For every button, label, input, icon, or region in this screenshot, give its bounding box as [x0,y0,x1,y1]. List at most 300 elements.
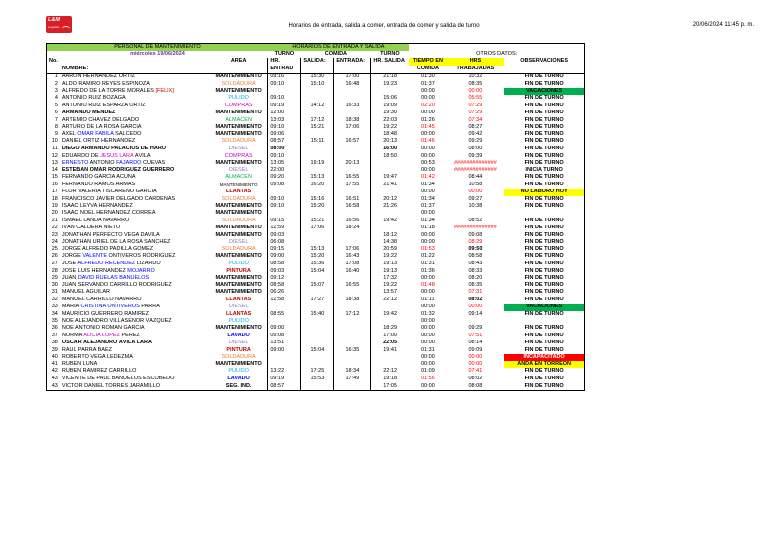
area-cell: PINTURA [226,267,251,274]
hr-salida [371,167,409,174]
row-number: 1 [47,73,60,81]
col-no: No. [47,58,60,65]
hrs-trabajadas: 09:08 [468,231,483,238]
hrs-trabajadas: 08:00 [468,145,483,152]
hr-entrada: 09:16 [268,73,301,81]
row-number: 17 [47,189,60,196]
row-number: 25 [47,246,60,253]
observaciones: FIN DE TURNO [504,124,585,131]
salida-comida: 17:27 [301,297,334,304]
entrada-comida [334,289,371,296]
hrs-trabajadas: 08:08 [447,383,504,391]
entrada-comida [334,318,371,325]
entrada-comida [334,88,371,95]
observaciones: FIN DE TURNO [504,196,585,203]
hr-salida [371,88,409,95]
employee-name-part: JONATHAN URIEL DE LA ROSA SÁNCHEZ [61,239,171,245]
employee-name-part: PARRA [139,303,160,310]
area-cell: MANTENIMIENTO [215,224,262,231]
hrs-trabajadas: 00:00 [468,361,483,367]
table-row [47,261,585,268]
tiempo-comida: 01:30 [420,73,435,80]
salida-comida [301,333,334,340]
employee-name-part: NORMA [61,332,84,339]
entrada-comida [334,361,371,368]
employee-name [60,167,210,174]
hrs-trabajadas: 09:09 [468,346,483,353]
salida-comida: 15:04 [301,347,334,354]
table-row [47,189,585,196]
comida-label: COMIDA [324,51,348,57]
entrada-comida: 16:51 [334,196,371,203]
area-cell: MANTENIMIENTO [219,181,258,187]
hr-salida [371,160,409,167]
row-number: 26 [47,253,60,260]
salida-comida: 16:20 [301,182,334,189]
hr-entrada: 09:08 [268,182,301,189]
hr-salida: 19:41 [371,347,409,354]
salida-comida [301,232,334,239]
tiempo-comida: 01:26 [420,116,435,123]
employee-name-part: RAÚL PARRA BÁEZ [61,346,113,353]
hrs-trabajadas: 10:32 [468,73,483,80]
hr-salida: 19:23 [371,81,409,88]
hrs-trabajadas: 00:00 [468,188,483,195]
employee-name-part: VICENTE DE PAÚL BAÑUELOS ESCOBEDO [61,375,175,382]
area-cell: SOLDADURA [221,217,256,224]
observaciones: INCAPACITADO [504,354,585,361]
hr-salida [371,189,409,196]
row-number: 21 [47,218,60,225]
table-row [47,73,585,81]
area-cell: SEG. IND. [210,383,268,391]
employee-name [60,110,210,117]
row-number: 30 [47,282,60,289]
employee-name [60,275,210,282]
area-cell: PULIDO [228,318,249,324]
table-row [47,318,585,325]
hr-salida: 13:57 [371,289,409,296]
salida-comida [301,275,334,282]
employee-name [60,246,210,253]
employee-name-part: DIEGO ARMANDO PALACIOS DE HARO [61,145,167,152]
salida-comida [301,383,334,391]
area-cell: LLANTAS [225,188,252,195]
row-number: 23 [47,232,60,239]
hrs-trabajadas: 09:29 [468,325,483,332]
hr-salida: 17:32 [371,275,409,282]
hr-salida: 19:09 [371,103,409,110]
hrs-trabajadas: 00:00 [468,88,483,94]
salida-comida [301,318,334,325]
table-row [47,246,585,253]
table-row [47,297,585,304]
observaciones: FIN DE TURNO [504,268,585,275]
salida-comida: 15:13 [301,174,334,181]
tiempo-comida: 00:00 [420,354,435,360]
hr-salida: 19:13 [371,268,409,275]
hrs-trabajadas: 10:58 [468,181,483,188]
table-row [47,232,585,239]
salida-comida: 15:10 [301,81,334,88]
observaciones: FIN DE TURNO [504,239,585,246]
entrada-comida: 16:40 [334,268,371,275]
employee-name [60,117,210,124]
hrs-trabajadas: 09:39 [468,152,483,159]
employee-name [60,138,210,145]
hr-entrada: 12:00 [268,110,301,117]
employee-name-part: NOÉ ALEJANDRO VILLASEÑOR VÁZQUEZ [61,318,172,324]
employee-name-part: VÍCTOR DANIEL TORRES JARAMILLO [61,382,161,389]
tiempo-comida: 00:00 [420,210,435,217]
observaciones: FIN DE TURNO [504,383,585,391]
entrada-comida [334,110,371,117]
salida-comida: 15:16 [301,196,334,203]
table-row [47,138,585,145]
observaciones: VACACIONES [504,88,585,95]
area-cell: MANTENIMIENTO [215,109,262,116]
employee-name [60,289,210,296]
hr-entrada: 13:05 [268,160,301,167]
observaciones: INICIA TURNO [504,167,585,174]
employee-name-part: MOJARRO [127,267,155,274]
salida-comida [301,88,334,95]
hr-entrada: 13:51 [268,340,301,347]
hr-entrada [268,88,301,95]
employee-name-part: ISAAC LEYVA HERNÁNDEZ [61,203,133,209]
hr-salida: 19:47 [371,174,409,181]
turno-label-2: TURNO [380,51,400,57]
hr-salida: 19:22 [371,282,409,289]
employee-name-part: VALENTE [82,253,108,260]
employee-name [60,239,210,246]
hrs-trabajadas: 08:02 [468,375,483,382]
tiempo-comida: 00:00 [420,289,435,296]
salida-comida [301,304,334,311]
otros-datos-label: OTROS DATOS: [409,51,585,58]
employee-name [60,203,210,210]
employee-name-part: AXEL [61,131,78,137]
entrada-comida: 16:48 [334,81,371,88]
hr-salida: 17:05 [371,383,409,391]
table-row [47,196,585,203]
tiempo-comida: 00:00 [420,332,435,339]
row-number: 19 [47,203,60,210]
employee-name-part: ISAAC NOEL HERNÁNDEZ CORREA [61,210,156,217]
hr-entrada: 08:00 [268,146,301,153]
table-row [47,268,585,275]
salida-comida: 15:13 [301,246,334,253]
hr-entrada: 09:08 [268,333,301,340]
observaciones [504,318,585,325]
hrs-trabajadas: 09:27 [468,195,483,202]
tiempo-comida: 01:56 [420,375,435,382]
hr-entrada: 09:10 [268,203,301,210]
employee-name-part: CUEVAS [141,160,166,166]
employee-name-part: ALFREDO RECENDEZ [77,260,136,267]
row-number: 15 [47,174,60,181]
logo-subtext: Logistics [48,25,60,29]
tiempo-comida: 01:09 [420,368,435,375]
employee-name-part: RUBÉN LUNA [61,361,98,367]
row-number: 18 [47,196,60,203]
observaciones: FIN DE TURNO [504,103,585,110]
salida-comida [301,167,334,174]
employee-name [60,182,210,189]
salida-comida: 15:40 [301,311,334,318]
row-number: 22 [47,225,60,232]
employee-name-part: NOÉ ANTONIO ROMÁN GARCÍA [61,325,145,332]
hr-salida: 21:41 [371,182,409,189]
area-cell: MANTENIMIENTO [215,361,262,367]
observaciones: FIN DE TURNO [504,110,585,117]
area-cell: SOLDADURA [221,246,256,252]
entrada-comida: 17:12 [334,311,371,318]
salida-comida [301,210,334,217]
employee-name [60,333,210,340]
hr-entrada [268,189,301,196]
employee-name-part: JUAN [61,275,78,281]
area-cell: PINTURA [226,346,251,353]
hrs-trabajadas: 08:20 [468,275,483,281]
tiempo-comida: 01:45 [420,124,435,130]
table-row [47,383,585,391]
hr-entrada: 09:12 [268,275,301,282]
hrs-trabajadas: 08:44 [468,174,483,181]
row-number: 10 [47,138,60,145]
employee-name-part: FRANCISCO JAVIER DELGADO CÁRDENAS [61,195,176,202]
table-row [47,253,585,260]
section-personal: PERSONAL DE MANTENIMIENTO [47,44,268,52]
salida-comida: 17:25 [301,368,334,375]
employee-name-part: JUAN SERVANDO CARRILLO RODRÍGUEZ [61,282,172,288]
hrs-trabajadas: 08:33 [468,267,483,274]
hrs-trabajadas: 09:42 [468,131,483,137]
observaciones: FIN DE TURNO [504,117,585,124]
table-row [47,347,585,354]
table-row [47,182,585,189]
hrs-trabajadas: 00:00 [468,303,483,310]
hrs-trabajadas: 07:31 [468,289,483,296]
row-number: 24 [47,239,60,246]
employee-name-part: ALDO RAMIRO REYES ESPINOZA [61,80,150,87]
employee-name-part: MAURICIO GUERRERO RAMÍREZ [61,310,149,317]
table-row [47,376,585,383]
table-row [47,146,585,153]
area-cell: LLANTAS [225,296,252,303]
hr-salida: 19:42 [371,218,409,225]
employee-name [60,354,210,361]
area-cell: DIESEL [228,145,249,152]
entrada-comida: 17:55 [334,182,371,189]
entrada-comida [334,333,371,340]
employee-name-part: PÉREZ [119,332,140,339]
row-number: 20 [47,210,60,217]
employee-name-part: OMAR FABILA [77,131,114,137]
observaciones: FIN DE TURNO [504,376,585,383]
col-hrs-1: HRS [447,58,504,65]
row-number: 11 [47,146,60,153]
hr-salida: 15:06 [371,95,409,102]
entrada-comida: 18:24 [334,225,371,232]
area-cell: MANTENIMIENTO [215,203,262,209]
employee-name [60,318,210,325]
employee-name-part: ALICIA LÓPEZ [83,332,120,339]
hr-entrada: 09:10 [268,81,301,88]
area-cell: MANTENIMIENTO [215,160,262,166]
employee-name-part: CRISTINA ONTIVEROS [80,303,140,310]
entrada-comida: 16:57 [334,138,371,145]
logo-text: L&M [48,17,60,23]
tiempo-comida: 01:53 [420,246,435,252]
hr-salida [371,354,409,361]
row-number: 12 [47,153,60,160]
employee-name [60,225,210,232]
hr-entrada: 06:08 [268,239,301,246]
hrs-trabajadas: 08:35 [468,80,483,87]
row-number: 5 [47,103,60,110]
observaciones: FIN DE TURNO [504,368,585,375]
hr-entrada: 09:20 [268,174,301,181]
entrada-comida [334,95,371,102]
table-row [47,325,585,332]
col-salida: SALIDA: [301,58,334,65]
observaciones: FIN DE TURNO [504,311,585,318]
employee-name [60,297,210,304]
tiempo-comida: 01:42 [420,174,435,181]
employee-name [60,368,210,375]
col-area: ÁREA [230,58,247,65]
table-row [47,239,585,246]
row-number: 36 [47,325,60,332]
hr-entrada: 13:03 [268,117,301,124]
hr-salida [371,210,409,217]
employee-name-part: JOSÉ [61,260,78,267]
hrs-trabajadas: 07:34 [468,116,483,123]
entrada-comida [334,383,371,391]
employee-name [60,103,210,110]
employee-name [60,81,210,88]
entrada-comida: 16:58 [334,203,371,210]
tiempo-comida: 01:11 [421,296,435,303]
row-number: 32 [47,297,60,304]
area-cell: MANTENIMIENTO [215,124,262,130]
salida-comida [301,354,334,361]
table-row [47,81,585,88]
hrs-trabajadas: 08:43 [468,260,483,267]
salida-comida: 15:11 [301,138,334,145]
hrs-trabajadas: 10:38 [468,203,483,209]
tiempo-comida: 01:34 [420,181,435,188]
employee-name-part: AARÓN HERNÁNDEZ ORTIZ [61,73,136,80]
observaciones: FIN DE TURNO [504,95,585,102]
row-number: 7 [47,117,60,124]
hr-entrada: 12:59 [268,225,301,232]
row-number: 29 [47,275,60,282]
hrs-trabajadas: 08:35 [468,282,483,288]
hr-entrada: 08:55 [268,311,301,318]
hrs-trabajadas: 09:29 [468,138,483,145]
table-row [47,311,585,318]
tiempo-comida: 02:20 [420,102,435,109]
hr-salida: 18:12 [371,232,409,239]
observaciones: FIN DE TURNO [504,275,585,282]
tiempo-comida: 01:31 [420,346,435,353]
employee-name [60,304,210,311]
table-row [47,282,585,289]
employee-name-part: ERNESTO [61,160,89,166]
tiempo-comida: 00:00 [420,88,435,94]
observaciones: FIN DE TURNO [504,325,585,332]
col-hrs-2: TRABAJADAS [456,65,495,72]
salida-comida: 15:20 [301,253,334,260]
employee-name-part: EDUARDO DE [61,152,101,159]
tiempo-comida: 00:00 [420,361,435,367]
employee-name-part: RUBÉN RAMÍREZ CARRILLO [61,368,137,375]
employee-name [60,95,210,102]
entrada-comida: 16:35 [334,347,371,354]
row-number: 38 [47,340,60,347]
observaciones: FIN DE TURNO [504,232,585,239]
employee-name-part: ANTONIO [88,160,117,166]
salida-comida [301,146,334,153]
observaciones: FIN DE TURNO [504,340,585,347]
entrada-comida [334,275,371,282]
hr-entrada: 08:58 [268,261,301,268]
tiempo-comida: 01:36 [420,267,435,274]
col-entrada: ENTRADA: [334,58,371,65]
row-number: 37 [47,333,60,340]
hr-entrada: 09:03 [268,268,301,275]
hr-entrada: 09:00 [268,347,301,354]
area-cell: SOLDADURA [221,354,256,360]
employee-name [60,131,210,138]
area-cell: MANTENIMIENTO [215,282,262,288]
hrs-trabajadas: ############## [453,224,497,231]
table-row [47,88,585,95]
entrada-comida [334,153,371,160]
entrada-comida: 20:13 [334,160,371,167]
hr-salida: 19:22 [371,124,409,131]
employee-name [60,232,210,239]
observaciones: FIN DE TURNO [504,160,585,167]
employee-name [60,253,210,260]
salida-comida: 15:07 [301,282,334,289]
salida-comida: 15:53 [301,376,334,383]
salida-comida: 15:04 [301,268,334,275]
table-row [47,340,585,347]
employee-name [60,311,210,318]
hrs-trabajadas: 08:52 [468,217,483,224]
observaciones: FIN DE TURNO [504,218,585,225]
hr-salida: 22:03 [371,117,409,124]
hr-entrada: 08:58 [268,282,301,289]
tiempo-comida: 00:00 [420,95,435,102]
salida-comida [301,361,334,368]
hrs-trabajadas: 07:29 [468,102,483,109]
row-number: 9 [47,131,60,138]
salida-comida [301,110,334,117]
table-row [47,210,585,217]
employee-name [60,160,210,167]
observaciones: FIN DE TURNO [504,203,585,210]
employee-name-part: FERNANDO RAMOS ARMAS [61,181,136,188]
hr-salida: 19:42 [371,311,409,318]
table-row [47,354,585,361]
col-tiempo-2: COMIDA [416,65,440,72]
row-number: 8 [47,124,60,131]
entrada-comida [334,354,371,361]
